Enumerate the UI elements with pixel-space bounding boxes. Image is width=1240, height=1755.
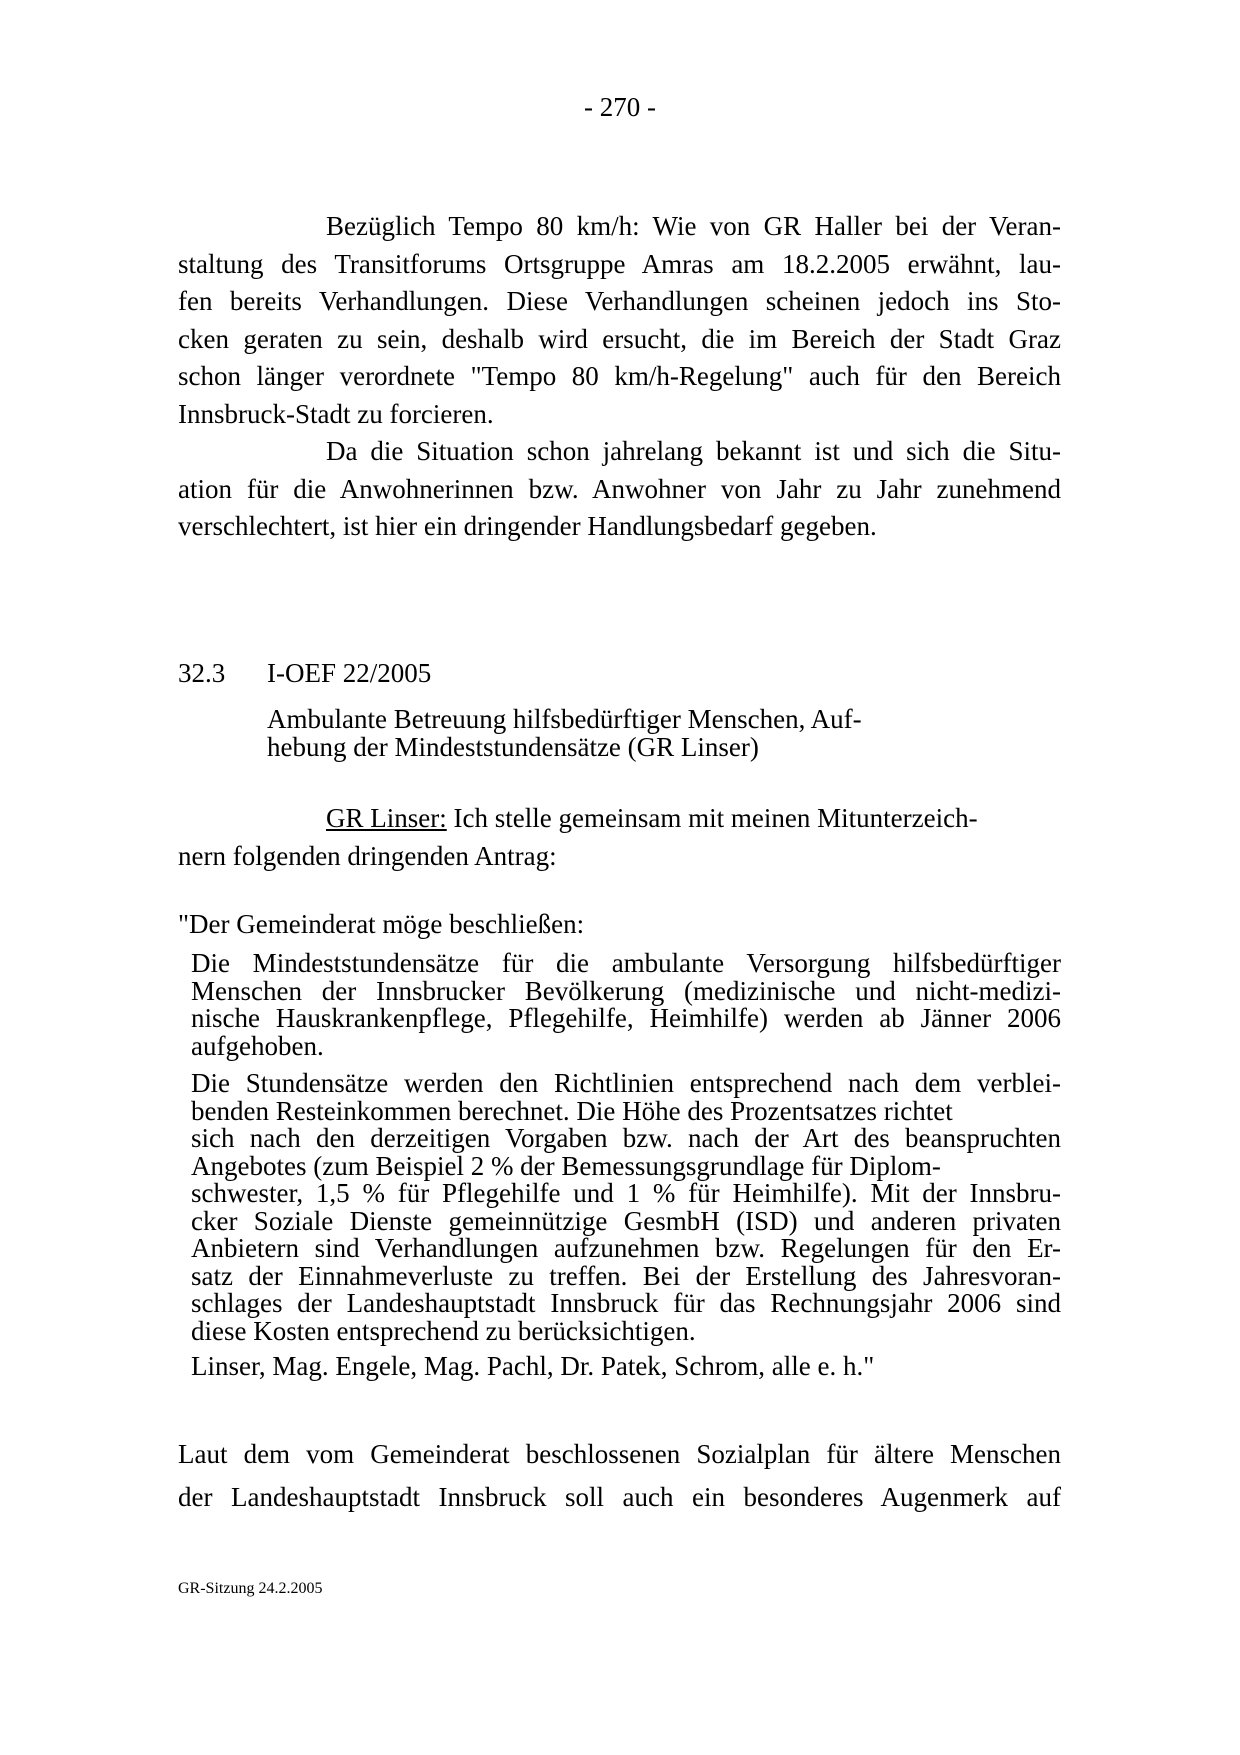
speaker-name: GR Linser:: [326, 803, 447, 833]
speech-intro: [178, 800, 1061, 875]
motion-paragraph-1: [191, 950, 1061, 1060]
text-line: ation für die Anwohnerinnen bzw. Anwohner von Jahr zu Jahr zunehmend: [178, 473, 1061, 504]
motion-line: sich nach den derzeitigen Vorgaben bzw. nach der Art des beanspruchten: [191, 1123, 1061, 1153]
text-line: fen bereits Verhandlungen. Diese Verhandlungen scheinen jedoch ins Sto-: [178, 286, 1061, 316]
page-footer: GR-Sitzung 24.2.2005: [178, 1580, 323, 1597]
title-line: Ambulante Betreuung hilfsbedürftiger Menschen, Auf-: [267, 704, 862, 734]
text-line: verschlechtert, ist hier ein dringender Handlungsbedarf gegeben.: [178, 511, 877, 541]
text-line: der Landeshauptstadt Innsbruck soll auch ein besonderes Augenmerk auf: [178, 1482, 1061, 1512]
motion-line: schlages der Landeshauptstadt Innsbruck für das Rechnungsjahr 2006 sind: [191, 1288, 1061, 1318]
text-line: cken geraten zu sein, deshalb wird ersucht, die im Bereich der Stadt Graz: [178, 323, 1061, 354]
motion-line: aufgehoben.: [191, 1030, 324, 1061]
motion-line: schwester, 1,5 % für Pflegehilfe und 1 % für Heimhilfe). Mit der Innsbru-: [191, 1178, 1061, 1208]
motion-signatories: Linser, Mag. Engele, Mag. Pachl, Dr. Patek, Schrom, alle e. h.": [191, 1351, 875, 1381]
text-line: staltung des Transitforums Ortsgruppe Amras am 18.2.2005 erwähnt, lau-: [178, 248, 1061, 279]
speech-line: nern folgenden dringenden Antrag:: [178, 840, 557, 871]
item-number: 32.3: [178, 658, 226, 688]
motion-line: cker Soziale Dienste gemeinnützige GesmbH (ISD) und anderen privaten: [191, 1205, 1061, 1236]
motion-line: benden Resteinkommen berechnet. Die Höhe des Prozentsatzes richtet: [191, 1095, 953, 1126]
motion-line: nische Hauskrankenpflege, Pflegehilfe, Heimhilfe) werden ab Jänner 2006: [191, 1003, 1061, 1033]
speech-text: Ich stelle gemeinsam mit meinen Mitunterzeich-: [446, 803, 978, 833]
text-line: Laut dem vom Gemeinderat beschlossenen Sozialplan für ältere Menschen: [178, 1439, 1061, 1469]
closing-paragraph: [178, 1433, 1061, 1519]
text-line: Bezüglich Tempo 80 km/h: Wie von GR Haller bei der Veran-: [326, 211, 1061, 241]
text-line: schon länger verordnete "Tempo 80 km/h-Regelung" auch für den Bereich: [178, 361, 1061, 391]
speech-line: [178, 800, 1061, 838]
motion-line: Die Stundensätze werden den Richtlinien entsprechend nach dem verblei-: [191, 1068, 1061, 1098]
motion-line: satz der Einnahmeverluste zu treffen. Bei der Erstellung des Jahresvoran-: [191, 1260, 1061, 1291]
motion-line: diese Kosten entsprechend zu berücksichtigen.: [191, 1315, 696, 1346]
intro-paragraph-1: [178, 208, 1061, 433]
motion-paragraph-2: [191, 1070, 1061, 1345]
text-line: Innsbruck-Stadt zu forcieren.: [178, 398, 494, 429]
motion-line: Menschen der Innsbrucker Bevölkerung (medizinische und nicht-medizi-: [191, 975, 1061, 1006]
item-reference: I-OEF 22/2005: [267, 658, 432, 688]
motion-opening: "Der Gemeinderat möge beschließen:: [178, 909, 585, 939]
text-line: Da die Situation schon jahrelang bekannt ist und sich die Situ-: [326, 436, 1061, 466]
intro-paragraph-2: [178, 433, 1061, 546]
motion-line: Anbietern sind Verhandlungen aufzunehmen bzw. Regelungen für den Er-: [191, 1233, 1061, 1263]
page-number: - 270 -: [584, 92, 656, 122]
item-title: [267, 705, 927, 761]
title-line: hebung der Mindeststundensätze (GR Linser): [267, 732, 759, 762]
motion-line: Angebotes (zum Beispiel 2 % der Bemessungsgrundlage für Diplom-: [191, 1150, 941, 1181]
motion-line: Die Mindeststundensätze für die ambulante Versorgung hilfsbedürftiger: [191, 948, 1061, 978]
